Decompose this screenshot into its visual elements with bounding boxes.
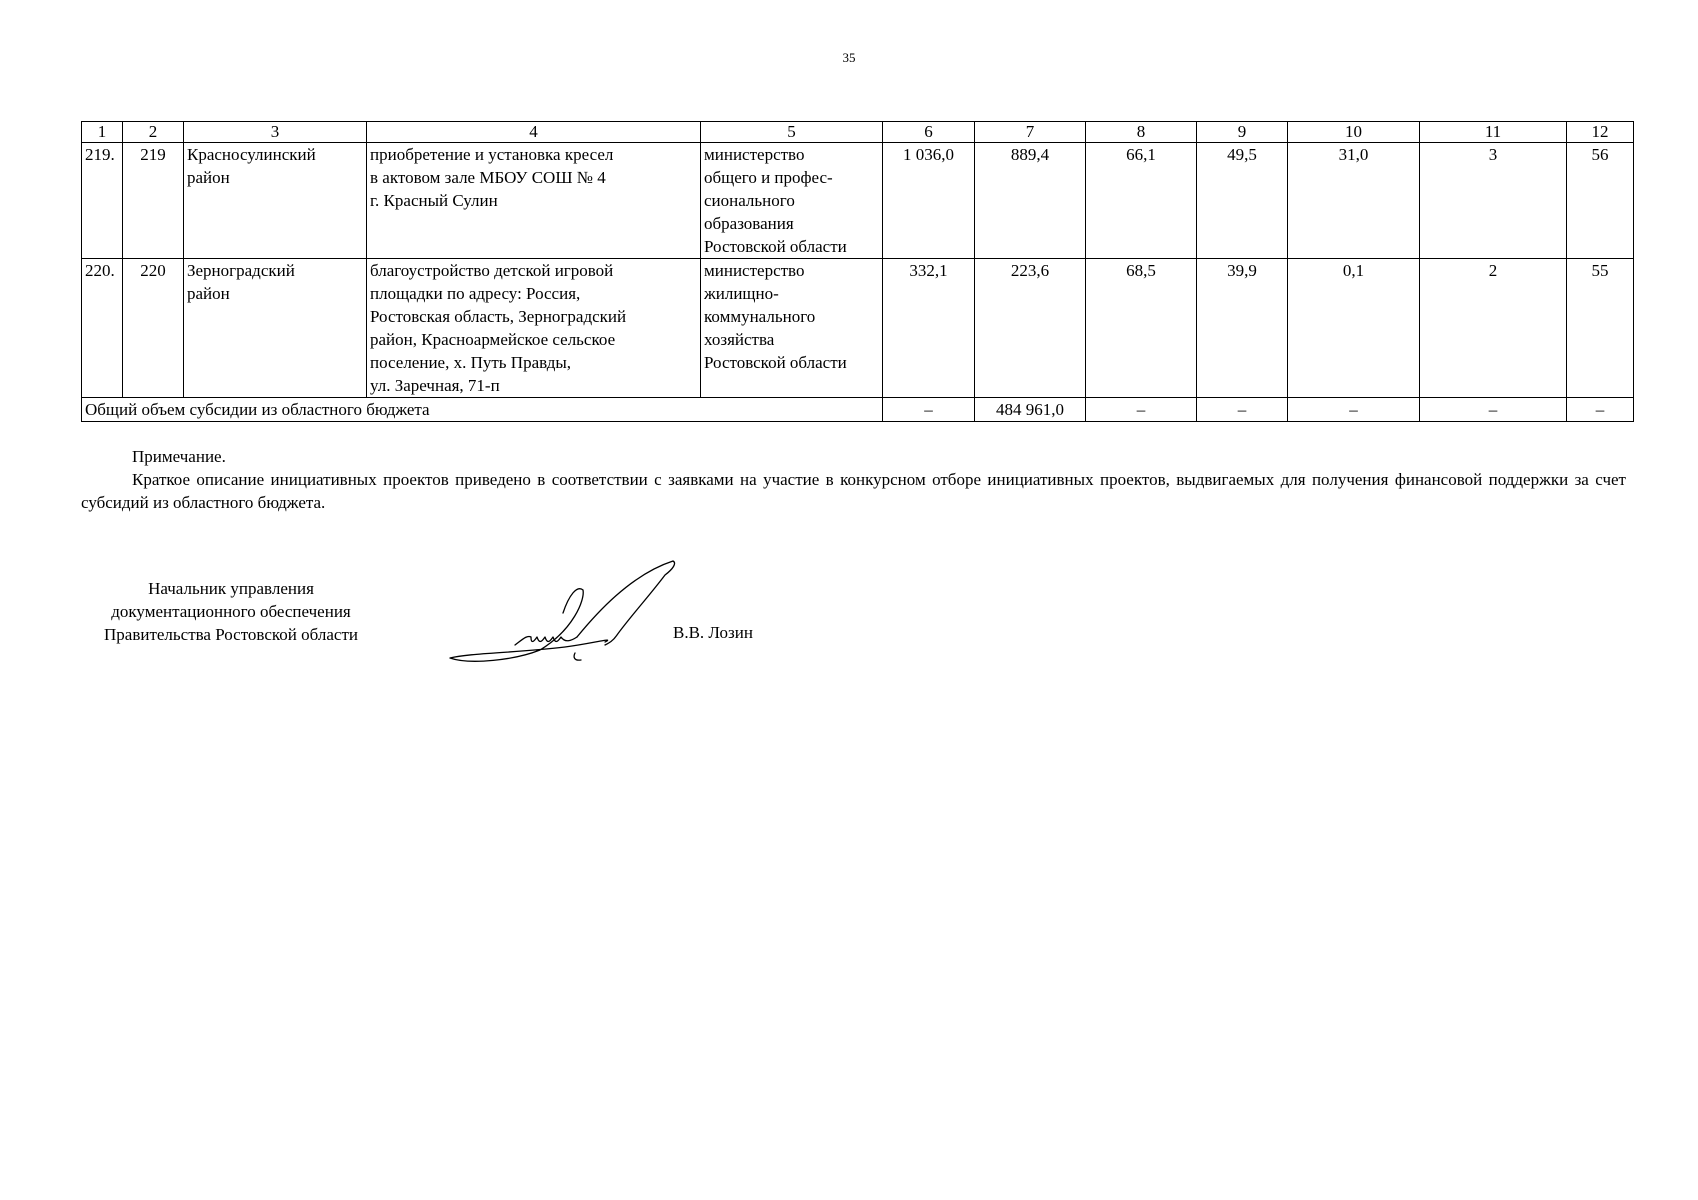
total-value: 484 961,0 [975, 398, 1086, 422]
value-cell: 68,5 [1086, 259, 1197, 398]
value-cell: 39,9 [1197, 259, 1288, 398]
description-cell: благоустройство детской игровой площадки по адресу: Россия, Ростовская область, Зерноградский район, Красноармейское сельское поселение, х. Путь Правды, ул. Заречная, 71-п [367, 259, 701, 398]
total-value: – [1086, 398, 1197, 422]
total-value: – [1288, 398, 1420, 422]
column-header: 7 [975, 122, 1086, 143]
column-header: 3 [184, 122, 367, 143]
value-cell: 0,1 [1288, 259, 1420, 398]
column-header: 4 [367, 122, 701, 143]
column-header: 8 [1086, 122, 1197, 143]
total-row [82, 398, 1634, 422]
value-cell: 49,5 [1197, 143, 1288, 259]
district-cell: Зерноградский район [184, 259, 367, 398]
column-header: 2 [123, 122, 184, 143]
subsidy-table [81, 121, 1634, 422]
value-cell: 3 [1420, 143, 1567, 259]
note-title: Примечание. [132, 447, 226, 466]
note-section [81, 445, 1626, 514]
column-header: 1 [82, 122, 123, 143]
value-cell: 56 [1567, 143, 1634, 259]
ministry-cell: министерство общего и профес- сионального образования Ростовской области [701, 143, 883, 259]
row-number: 220. [82, 259, 123, 398]
column-header: 6 [883, 122, 975, 143]
total-value: – [883, 398, 975, 422]
value-cell: 223,6 [975, 259, 1086, 398]
signatory-name: В.В. Лозин [673, 623, 753, 642]
value-cell: 66,1 [1086, 143, 1197, 259]
column-header: 5 [701, 122, 883, 143]
total-value: – [1420, 398, 1567, 422]
page-number: 35 [842, 50, 856, 65]
table-row [82, 259, 1634, 398]
value-cell: 1 036,0 [883, 143, 975, 259]
column-header: 11 [1420, 122, 1567, 143]
table-row [82, 143, 1634, 259]
total-value: – [1567, 398, 1634, 422]
ministry-cell: министерство жилищно- коммунального хозяйства Ростовской области [701, 259, 883, 398]
note-text: Краткое описание инициативных проектов приведено в соответствии с заявками на участие в конкурсном отборе инициативных проектов, выдвигаемых для получения финансовой поддержки за счет субсидий из областного бюджета. [81, 470, 1626, 512]
signature-icon [445, 555, 685, 665]
table-header-row [82, 122, 1634, 143]
value-cell: 332,1 [883, 259, 975, 398]
row-id: 219 [123, 143, 184, 259]
total-value: – [1197, 398, 1288, 422]
total-label: Общий объем субсидии из областного бюджета [82, 398, 883, 422]
value-cell: 889,4 [975, 143, 1086, 259]
description-cell: приобретение и установка кресел в актовом зале МБОУ СОШ № 4 г. Красный Сулин [367, 143, 701, 259]
value-cell: 55 [1567, 259, 1634, 398]
column-header: 12 [1567, 122, 1634, 143]
row-number: 219. [82, 143, 123, 259]
row-id: 220 [123, 259, 184, 398]
signatory-position: Начальник управления документационного обеспечения Правительства Ростовской области [104, 579, 358, 644]
column-header: 10 [1288, 122, 1420, 143]
value-cell: 2 [1420, 259, 1567, 398]
value-cell: 31,0 [1288, 143, 1420, 259]
column-header: 9 [1197, 122, 1288, 143]
district-cell: Красносулинский район [184, 143, 367, 259]
